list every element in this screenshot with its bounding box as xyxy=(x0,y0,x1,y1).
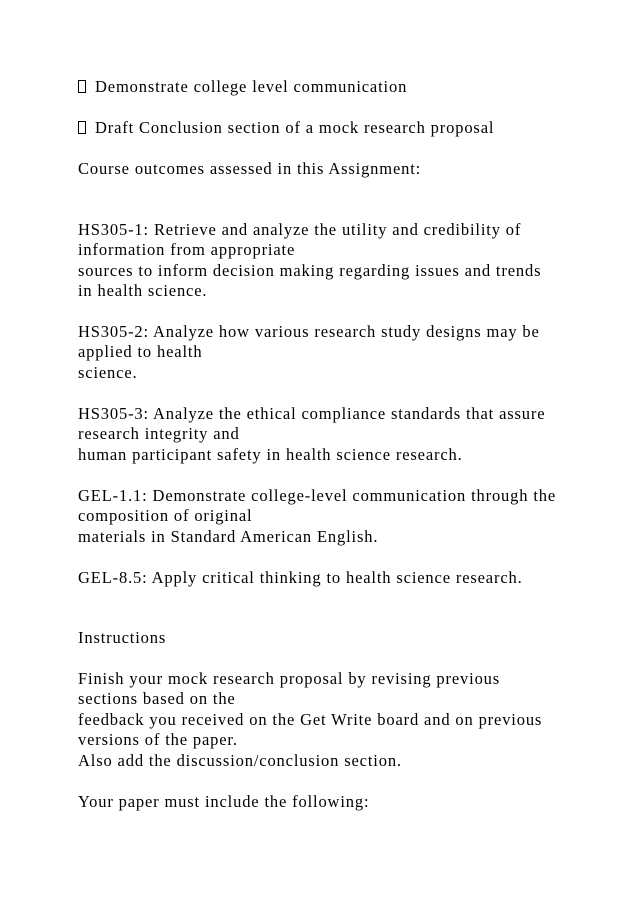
instructions-line: Finish your mock research proposal by revising previous xyxy=(78,669,501,688)
must-include-text: Your paper must include the following: xyxy=(78,792,370,811)
outcome-line: information from appropriate xyxy=(78,240,296,259)
outcome-line: HS305-3: Analyze the ethical compliance standards that assure xyxy=(78,404,546,423)
instructions-line: Also add the discussion/conclusion section. xyxy=(78,751,402,770)
outcome-line: composition of original xyxy=(78,506,253,525)
objective-item xyxy=(78,118,494,138)
checkbox-bullet-icon xyxy=(78,121,86,134)
outcome-line: in health science. xyxy=(78,281,208,300)
outcome-line: HS305-1: Retrieve and analyze the utility and credibility of xyxy=(78,220,522,239)
outcome-line: GEL-8.5: Apply critical thinking to health science research. xyxy=(78,568,523,587)
instructions-line: sections based on the xyxy=(78,689,236,708)
outcome-line: human participant safety in health science research. xyxy=(78,445,463,464)
objective-text: Draft Conclusion section of a mock research proposal xyxy=(95,118,495,137)
outcome-line: science. xyxy=(78,363,138,382)
outcome-line: materials in Standard American English. xyxy=(78,527,379,546)
outcome-line: HS305-2: Analyze how various research study designs may be xyxy=(78,322,540,341)
objective-item xyxy=(78,77,407,97)
outcome-line: research integrity and xyxy=(78,424,240,443)
outcomes-heading: Course outcomes assessed in this Assignment: xyxy=(78,159,422,178)
outcome-line: sources to inform decision making regarding issues and trends xyxy=(78,261,542,280)
outcome-line: applied to health xyxy=(78,342,203,361)
instructions-heading: Instructions xyxy=(78,628,167,647)
instructions-line: versions of the paper. xyxy=(78,730,238,749)
checkbox-bullet-icon xyxy=(78,80,86,93)
outcome-line: GEL-1.1: Demonstrate college-level communication through the xyxy=(78,486,557,505)
objective-text: Demonstrate college level communication xyxy=(95,77,408,96)
instructions-line: feedback you received on the Get Write board and on previous xyxy=(78,710,543,729)
